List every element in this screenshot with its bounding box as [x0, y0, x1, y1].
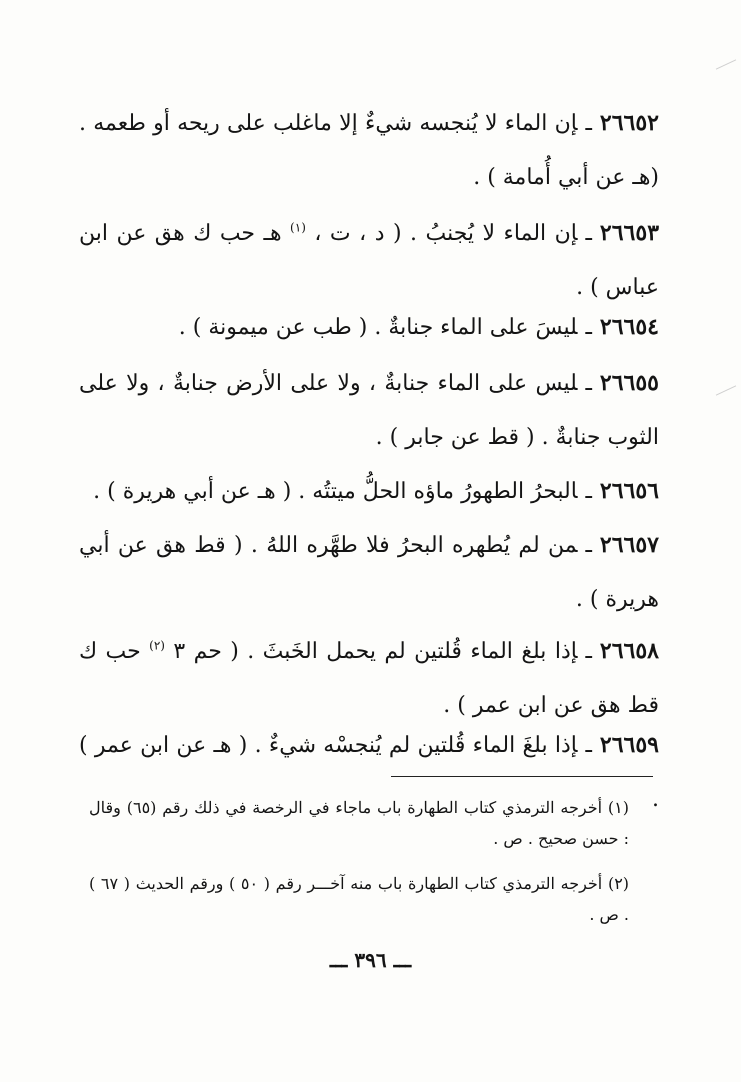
hadith-entry [79, 518, 659, 627]
scan-edge-mark [716, 385, 736, 395]
hadith-text: إن الماء لا يُجنبُ . ( د ، ت ، [314, 221, 578, 246]
hadith-number: ٢٦٦٥٧ [599, 532, 659, 558]
hadith-text-continued: هـ حب ك هق عن ابن عباس ) . [79, 221, 659, 300]
entry-dash: ـ [585, 371, 592, 396]
hadith-text-continued: حب ك قط هق عن ابن عمر ) . [79, 639, 659, 718]
page-number: ـــ ٣٩٦ ـــ [329, 948, 412, 972]
hadith-entry [79, 356, 659, 465]
hadith-number: ٢٦٦٥٤ [599, 314, 659, 340]
footnote-text: أخرجه الترمذي كتاب الطهارة باب ماجاء في الرخصة في ذلك رقم (٦٥) وقال : حسن صحيح . ص . [89, 798, 629, 848]
hadith-number: ٢٦٦٥٥ [599, 370, 659, 396]
hadith-entry [79, 96, 659, 205]
footnote-reference[interactable]: (١) [290, 220, 306, 235]
entry-dash: ـ [585, 533, 592, 558]
footnote-reference[interactable]: (٢) [149, 638, 165, 653]
hadith-entry [79, 206, 659, 315]
entry-dash: ـ [585, 315, 592, 340]
scan-edge-mark [716, 59, 736, 69]
footnote-marker: (١) [607, 798, 629, 817]
entry-dash: ـ [585, 221, 592, 246]
hadith-text: إذا بلغَ الماء قُلتين لم يُنجسْه شيءٌ . ( هـ عن ابن عمر ) . [79, 733, 659, 812]
footnote-text: أخرجه الترمذي كتاب الطهارة باب منه آخـــر رقم ( ٥٠ ) ورقم الحديث ( ٦٧ ) . ص . [89, 874, 629, 924]
entry-dash: ـ [585, 479, 592, 504]
hadith-number: ٢٦٦٥٩ [599, 732, 659, 758]
entry-dash: ـ [585, 111, 592, 136]
hadith-text: من لم يُطهره البحرُ فلا طهَّره اللهُ . ( قط هق عن أبي هريرة ) . [79, 533, 659, 612]
hadith-text: إن الماء لا يُنجسه شيءٌ إلا ماغلب على ريحه أو طعمه . (هـ عن أبي أُمامة ) . [79, 111, 659, 190]
footnote-divider [391, 776, 653, 777]
hadith-entry [79, 464, 659, 519]
hadith-number: ٢٦٦٥٣ [599, 220, 660, 246]
hadith-number: ٢٦٦٥٢ [599, 110, 659, 136]
footnote [89, 868, 629, 930]
entry-dash: ـ [585, 639, 592, 664]
hadith-text: ليس على الماء جنابةٌ ، ولا على الأرض جنابةٌ ، ولا على الثوب جنابةٌ . ( قط عن جابر ) . [79, 371, 659, 450]
hadith-number: ٢٦٦٥٨ [599, 638, 659, 664]
entry-dash: ـ [585, 733, 592, 758]
hadith-text: ليسَ على الماء جنابةٌ . ( طب عن ميمونة ) . [178, 315, 578, 340]
hadith-entry [79, 624, 659, 733]
footnote-marker: (٢) [607, 874, 630, 893]
footnote [89, 792, 629, 854]
hadith-text: البحرُ الطهورُ ماؤه الحلُّ ميتتُه . ( هـ عن أبي هريرة ) . [93, 479, 578, 504]
hadith-text: إذا بلغ الماء قُلتين لم يحمل الخَبثَ . ( حم ٣ [173, 639, 578, 664]
hadith-entry [79, 300, 659, 355]
hadith-number: ٢٦٦٥٦ [599, 478, 659, 504]
